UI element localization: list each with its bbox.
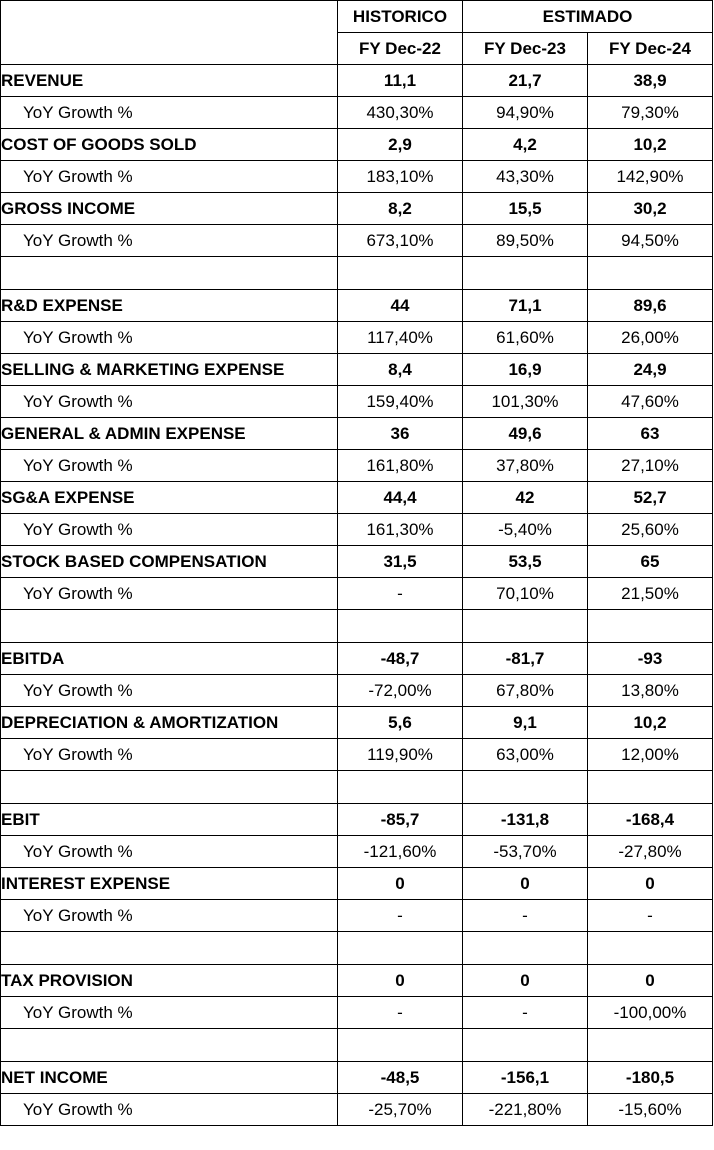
line-item-row: [1, 65, 713, 97]
line-item-value: -156,1: [463, 1062, 588, 1094]
growth-value: 430,30%: [338, 97, 463, 129]
line-item-row: [1, 354, 713, 386]
growth-label: YoY Growth %: [1, 900, 338, 932]
header-period: FY Dec-22: [338, 33, 463, 65]
growth-value: 161,30%: [338, 514, 463, 546]
growth-label: YoY Growth %: [1, 1094, 338, 1126]
growth-value: 79,30%: [588, 97, 713, 129]
growth-value: 63,00%: [463, 739, 588, 771]
line-item-value: 8,4: [338, 354, 463, 386]
line-item-row: [1, 707, 713, 739]
line-item-value: -131,8: [463, 804, 588, 836]
growth-label: YoY Growth %: [1, 836, 338, 868]
line-item-value: 63: [588, 418, 713, 450]
growth-row: [1, 900, 713, 932]
growth-value: -221,80%: [463, 1094, 588, 1126]
line-item-value: -48,5: [338, 1062, 463, 1094]
growth-label: YoY Growth %: [1, 225, 338, 257]
line-item-label: NET INCOME: [1, 1062, 338, 1094]
growth-row: [1, 450, 713, 482]
spacer-cell: [463, 1029, 588, 1062]
growth-label: YoY Growth %: [1, 514, 338, 546]
line-item-row: [1, 290, 713, 322]
line-item-row: [1, 965, 713, 997]
line-item-value: 49,6: [463, 418, 588, 450]
growth-value: -: [338, 997, 463, 1029]
line-item-value: 44,4: [338, 482, 463, 514]
growth-value: 25,60%: [588, 514, 713, 546]
growth-label: YoY Growth %: [1, 997, 338, 1029]
spacer-cell: [1, 771, 338, 804]
growth-value: -53,70%: [463, 836, 588, 868]
growth-label: YoY Growth %: [1, 386, 338, 418]
growth-value: 117,40%: [338, 322, 463, 354]
growth-value: 94,50%: [588, 225, 713, 257]
line-item-value: -81,7: [463, 643, 588, 675]
line-item-value: 21,7: [463, 65, 588, 97]
growth-label: YoY Growth %: [1, 450, 338, 482]
growth-row: [1, 578, 713, 610]
growth-label: YoY Growth %: [1, 97, 338, 129]
line-item-label: STOCK BASED COMPENSATION: [1, 546, 338, 578]
growth-value: -27,80%: [588, 836, 713, 868]
line-item-value: 71,1: [463, 290, 588, 322]
growth-label: YoY Growth %: [1, 675, 338, 707]
line-item-value: 38,9: [588, 65, 713, 97]
line-item-label: COST OF GOODS SOLD: [1, 129, 338, 161]
growth-value: -72,00%: [338, 675, 463, 707]
spacer-cell: [463, 932, 588, 965]
growth-value: -: [463, 997, 588, 1029]
line-item-value: -48,7: [338, 643, 463, 675]
growth-value: 70,10%: [463, 578, 588, 610]
line-item-value: 24,9: [588, 354, 713, 386]
line-item-row: [1, 868, 713, 900]
header-historical: HISTORICO: [338, 1, 463, 33]
growth-value: 159,40%: [338, 386, 463, 418]
line-item-value: 0: [463, 965, 588, 997]
table-body: [1, 65, 713, 1126]
line-item-value: 0: [463, 868, 588, 900]
growth-row: [1, 1094, 713, 1126]
line-item-label: DEPRECIATION & AMORTIZATION: [1, 707, 338, 739]
growth-label: YoY Growth %: [1, 161, 338, 193]
growth-value: -25,70%: [338, 1094, 463, 1126]
growth-value: 21,50%: [588, 578, 713, 610]
growth-value: 161,80%: [338, 450, 463, 482]
growth-value: 67,80%: [463, 675, 588, 707]
growth-label: YoY Growth %: [1, 322, 338, 354]
growth-value: 119,90%: [338, 739, 463, 771]
line-item-value: 16,9: [463, 354, 588, 386]
growth-row: [1, 97, 713, 129]
growth-row: [1, 739, 713, 771]
header-estimated: ESTIMADO: [463, 1, 713, 33]
line-item-value: 53,5: [463, 546, 588, 578]
line-item-value: 65: [588, 546, 713, 578]
line-item-row: [1, 546, 713, 578]
line-item-value: 9,1: [463, 707, 588, 739]
line-item-label: EBIT: [1, 804, 338, 836]
growth-row: [1, 161, 713, 193]
spacer-cell: [1, 610, 338, 643]
growth-row: [1, 386, 713, 418]
growth-value: -: [463, 900, 588, 932]
header-period: FY Dec-24: [588, 33, 713, 65]
line-item-value: 8,2: [338, 193, 463, 225]
spacer-cell: [588, 257, 713, 290]
growth-value: 101,30%: [463, 386, 588, 418]
growth-label: YoY Growth %: [1, 739, 338, 771]
growth-value: 673,10%: [338, 225, 463, 257]
header-corner-cell: [1, 1, 338, 33]
line-item-value: -85,7: [338, 804, 463, 836]
spacer-row: [1, 771, 713, 804]
line-item-value: 31,5: [338, 546, 463, 578]
spacer-cell: [463, 771, 588, 804]
line-item-label: R&D EXPENSE: [1, 290, 338, 322]
line-item-value: -180,5: [588, 1062, 713, 1094]
growth-value: 89,50%: [463, 225, 588, 257]
growth-row: [1, 675, 713, 707]
line-item-value: 0: [588, 868, 713, 900]
growth-value: 183,10%: [338, 161, 463, 193]
line-item-value: 4,2: [463, 129, 588, 161]
growth-value: 37,80%: [463, 450, 588, 482]
header-corner-cell-lower: [1, 33, 338, 65]
spacer-cell: [1, 932, 338, 965]
line-item-label: SELLING & MARKETING EXPENSE: [1, 354, 338, 386]
line-item-label: GROSS INCOME: [1, 193, 338, 225]
line-item-value: 10,2: [588, 707, 713, 739]
line-item-value: 30,2: [588, 193, 713, 225]
line-item-value: 0: [338, 868, 463, 900]
spacer-cell: [1, 1029, 338, 1062]
growth-value: -: [588, 900, 713, 932]
growth-value: -: [338, 900, 463, 932]
growth-row: [1, 225, 713, 257]
spacer-cell: [1, 257, 338, 290]
growth-value: 26,00%: [588, 322, 713, 354]
growth-label: YoY Growth %: [1, 578, 338, 610]
growth-value: 61,60%: [463, 322, 588, 354]
spacer-cell: [338, 257, 463, 290]
line-item-value: 2,9: [338, 129, 463, 161]
header-group-row: [1, 1, 713, 33]
spacer-cell: [463, 257, 588, 290]
spacer-cell: [588, 932, 713, 965]
line-item-value: 44: [338, 290, 463, 322]
line-item-value: 5,6: [338, 707, 463, 739]
growth-value: 43,30%: [463, 161, 588, 193]
spacer-row: [1, 932, 713, 965]
line-item-label: EBITDA: [1, 643, 338, 675]
line-item-row: [1, 129, 713, 161]
line-item-label: TAX PROVISION: [1, 965, 338, 997]
growth-value: -121,60%: [338, 836, 463, 868]
spacer-cell: [338, 771, 463, 804]
line-item-value: 15,5: [463, 193, 588, 225]
growth-row: [1, 514, 713, 546]
spacer-row: [1, 1029, 713, 1062]
growth-value: 47,60%: [588, 386, 713, 418]
growth-value: 142,90%: [588, 161, 713, 193]
line-item-value: 0: [588, 965, 713, 997]
line-item-label: GENERAL & ADMIN EXPENSE: [1, 418, 338, 450]
growth-value: -100,00%: [588, 997, 713, 1029]
line-item-value: 0: [338, 965, 463, 997]
line-item-value: 10,2: [588, 129, 713, 161]
header-period-row: [1, 33, 713, 65]
growth-value: -: [338, 578, 463, 610]
growth-row: [1, 997, 713, 1029]
spacer-cell: [463, 610, 588, 643]
line-item-row: [1, 804, 713, 836]
line-item-row: [1, 418, 713, 450]
line-item-row: [1, 482, 713, 514]
growth-value: 12,00%: [588, 739, 713, 771]
header-period: FY Dec-23: [463, 33, 588, 65]
spacer-row: [1, 610, 713, 643]
growth-value: 13,80%: [588, 675, 713, 707]
spacer-cell: [588, 610, 713, 643]
line-item-label: SG&A EXPENSE: [1, 482, 338, 514]
line-item-row: [1, 1062, 713, 1094]
spacer-cell: [338, 932, 463, 965]
line-item-value: 52,7: [588, 482, 713, 514]
growth-value: -5,40%: [463, 514, 588, 546]
spacer-cell: [338, 1029, 463, 1062]
growth-value: 27,10%: [588, 450, 713, 482]
spacer-cell: [588, 771, 713, 804]
line-item-value: 36: [338, 418, 463, 450]
table-header: [1, 1, 713, 65]
line-item-row: [1, 193, 713, 225]
line-item-value: 11,1: [338, 65, 463, 97]
growth-value: 94,90%: [463, 97, 588, 129]
line-item-value: -93: [588, 643, 713, 675]
growth-row: [1, 322, 713, 354]
line-item-value: 89,6: [588, 290, 713, 322]
line-item-label: INTEREST EXPENSE: [1, 868, 338, 900]
growth-value: -15,60%: [588, 1094, 713, 1126]
spacer-cell: [338, 610, 463, 643]
line-item-row: [1, 643, 713, 675]
line-item-value: -168,4: [588, 804, 713, 836]
spacer-cell: [588, 1029, 713, 1062]
spacer-row: [1, 257, 713, 290]
line-item-label: REVENUE: [1, 65, 338, 97]
growth-row: [1, 836, 713, 868]
line-item-value: 42: [463, 482, 588, 514]
